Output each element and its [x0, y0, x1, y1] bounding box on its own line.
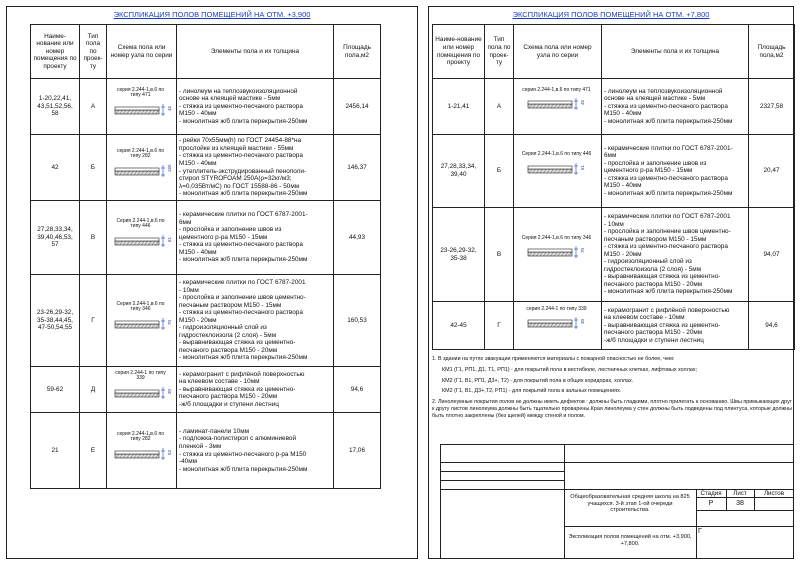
note-km2-a: КМ2 (Г1, В1, РП1, Д3+, Т2) - для покрытий пола в общих коридорах, холлах. — [442, 377, 634, 384]
floor-section-drawing — [520, 236, 593, 274]
header-floor-type: Тип пола по проек-ту — [80, 25, 107, 79]
table-row — [31, 79, 381, 135]
floor-elements — [602, 135, 749, 208]
floor-element-line: - прослойка и заполнение швов цементно- — [604, 228, 731, 236]
floor-element-line: песчаного раствора М150 - 20мм — [179, 393, 278, 401]
table-row — [433, 79, 795, 135]
floor-element-line: основе на клеящей мастике - 5мм — [604, 95, 706, 103]
floor-element-line: М150 - 40мм — [604, 182, 642, 190]
floor-elements — [602, 79, 749, 135]
floor-element-line: песчаного раствора М150 - 20мм — [179, 346, 278, 354]
header-rooms: Наиме-нование или номер помещения по проекту — [31, 25, 80, 79]
floor-type: А — [80, 79, 107, 135]
letter-value: Г — [698, 528, 702, 535]
sheets-label: Листов — [763, 490, 785, 497]
header-rooms: Наиме-нование или номер помещения по проекту — [433, 25, 485, 79]
floor-type: А — [485, 79, 514, 135]
sheet-name: Экспликация полов помещений на отм. +3,900, +7,800. — [568, 534, 692, 547]
floor-element-line: песчаного раствора М150 - 20мм — [604, 329, 703, 337]
floor-section-drawing — [113, 147, 172, 187]
series-reference: Серия 2.244-1,в.6 по типу 346 — [521, 234, 592, 241]
floor-elements — [177, 413, 334, 489]
floor-element-line: - монолитная ж/б плита перекрытия-250мм — [179, 256, 308, 264]
floor-type: Б — [80, 135, 107, 201]
floor-element-line: М150 - 40мм — [604, 110, 642, 118]
floor-element-line: - линолеум на теплозвукоизоляционной — [604, 87, 723, 95]
header-scheme: Схема пола или номер узла по серии — [107, 25, 177, 79]
dimension-value: 61 — [579, 164, 585, 170]
floor-area: 94,6 — [749, 302, 795, 350]
left-table-body — [31, 79, 381, 489]
sheet-label: Лист — [733, 490, 747, 497]
floor-layers-diagram — [113, 383, 175, 403]
table-row — [433, 208, 795, 302]
room-numbers: 59-62 — [31, 367, 80, 413]
title-block-line — [440, 480, 564, 481]
table-row — [31, 275, 381, 367]
floor-section-drawing — [520, 88, 593, 126]
floor-section-drawing — [113, 86, 172, 126]
floor-element-line: - прослойка и заполнение швов цементно- — [179, 294, 306, 302]
floor-element-line: - стяжка из цементно-песчаного раствора — [604, 174, 728, 182]
floor-scheme-cell — [107, 201, 177, 275]
floor-type: Е — [80, 413, 107, 489]
table-row — [433, 302, 795, 350]
floor-element-line: на клеевом составе - 10мм — [604, 314, 685, 322]
floor-layers-diagram — [526, 94, 588, 114]
floor-element-line: -ж/б площадки и ступени лестниц — [179, 400, 279, 408]
floor-type: В — [485, 208, 514, 302]
floor-scheme-cell — [514, 302, 602, 350]
floor-elements — [177, 201, 334, 275]
dimension-value: 30 — [167, 388, 172, 394]
floor-element-line: - керамические плитки по ГОСТ 6787-2001 — [179, 278, 306, 286]
floor-element-line: - стяжка из цементно-песчаного раствора — [179, 309, 303, 317]
floor-element-line: стирол STYROFOAM 250A(ρ=32кг/м3; — [179, 175, 292, 183]
floor-scheme-cell — [514, 79, 602, 135]
floor-section-drawing — [520, 307, 593, 345]
series-reference: серия 2.244-1 по типу 339 — [526, 305, 587, 312]
floor-element-line: - стяжка из цементно-песчаного раствора — [179, 102, 303, 110]
floor-type: Д — [80, 367, 107, 413]
dimension-value: 61 — [167, 236, 172, 242]
header-elements: Элементы пола и их толщина — [177, 25, 334, 79]
finish-layer — [115, 238, 159, 241]
floor-element-line: - стяжка из цементно-песчаного раствора — [604, 243, 728, 251]
floor-element-line: - выравнивающая стяжка из цементно- — [604, 321, 721, 329]
table-row — [31, 135, 381, 201]
right-floor-schedule-table — [432, 24, 795, 350]
floor-element-line: гидростеклоизола (2 слоя) - 5мм — [179, 331, 277, 339]
floor-element-line: - линолеум на теплозвукоизоляционной — [179, 87, 298, 95]
floor-type: Г — [80, 275, 107, 367]
floor-element-line: - выравнивающая стяжка из цементно- — [604, 273, 721, 281]
header-area: Площадь пола,м2 — [334, 25, 381, 79]
dimension-value: 70 — [579, 247, 585, 253]
floor-elements — [177, 275, 334, 367]
floor-elements — [602, 302, 749, 350]
series-reference: Серия 2.244-1,в.6 по типу 446 — [521, 151, 592, 157]
title-block-top-line — [440, 444, 794, 445]
floor-scheme-cell — [514, 208, 602, 302]
floor-element-line: - 10мм — [179, 286, 199, 294]
floor-element-line: цементного р-ра М150 - 15мм — [179, 233, 268, 241]
floor-elements — [177, 135, 334, 201]
floor-element-line: -ж/б площадки и ступени лестниц — [604, 336, 704, 344]
floor-element-line: песчаным раствором М150 - 15мм — [604, 235, 707, 243]
floor-element-line: - прослойка и заполнение швов из — [604, 159, 707, 167]
series-reference: Серия 2.244-1,в.6 по типу 346 — [116, 300, 165, 312]
floor-scheme-cell — [107, 135, 177, 201]
floor-element-line: - выравнивающая стяжка из цементно- — [179, 385, 296, 393]
floor-element-line: - керамогранит с рифлёной поверхностью — [604, 306, 730, 314]
sheet-value: 38 — [736, 500, 744, 507]
finish-layer — [115, 107, 159, 110]
floor-elements — [602, 208, 749, 302]
title-block-line — [440, 462, 794, 463]
floor-element-line: цементного р-ра М150 - 15мм — [604, 167, 693, 175]
floor-element-line: основе на клеящей мастике - 5мм — [179, 95, 281, 103]
room-numbers: 1-20,22,41, 43,51,52,56, 58 — [31, 79, 80, 135]
finish-layer — [115, 321, 159, 324]
room-numbers: 42-45 — [433, 302, 485, 350]
table-row — [31, 201, 381, 275]
floor-element-line: - керамические плитки по ГОСТ 6787-2001- — [179, 211, 308, 219]
note-1: 1. В здании на путях эвакуации применяются материалы с пожарной опасностью не более, чем: — [432, 356, 675, 362]
floor-element-line: 6мм — [604, 152, 617, 160]
finish-layer — [115, 168, 159, 171]
right-table-title: ЭКСПЛИКАЦИЯ ПОЛОВ ПОМЕЩЕНИЙ НА ОТМ. +7,800 — [512, 10, 710, 19]
floor-element-line: - керамогранит с рифлёной поверхностью — [179, 370, 305, 378]
note-km1: КМ1 (Г1, РП1, Д1, Т1, РП1) - для покрытий пола в вестибюле, лестничных клетках, лифтовых холлах; — [442, 366, 698, 373]
floor-element-line: М150 - 40мм — [179, 110, 217, 118]
floor-area: 94,6 — [334, 367, 381, 413]
floor-element-line: песчаным раствором М150 - 15мм — [179, 301, 282, 309]
floor-area: 20,47 — [749, 135, 795, 208]
floor-element-line: - стяжка из цементно-песчаного раствора — [179, 241, 303, 249]
floor-area: 17,06 — [334, 413, 381, 489]
note-2: 2. Линолеумные покрытия полов не должны иметь дефектов : должны быть гладкими, плотно прилегать к основанию. Швы примыкающих друг к другу листов линолеума должны быть тщательно проварены.Края линолеума у стен должны быть подведены под плинтуса, которые должны быть плотно закреплены (без щелей) между стеной и полом. — [432, 399, 792, 419]
floor-element-line: гидростеклоизола (2 слоя) - 5мм — [604, 265, 702, 273]
finish-layer — [528, 101, 572, 104]
right-table-body — [433, 79, 795, 350]
floor-area: 44,93 — [334, 201, 381, 275]
header-elements: Элементы пола и их толщина — [602, 25, 749, 79]
title-block-line — [564, 444, 565, 558]
floor-scheme-cell — [107, 79, 177, 135]
title-block — [432, 440, 794, 558]
floor-layers-diagram — [113, 314, 175, 334]
finish-layer — [115, 451, 159, 454]
note-km2-b: КМ2 (Г1, В1, Д3+,Т2, РП1) - для покрытий пола в зальных помещениях. — [442, 388, 622, 395]
room-numbers: 27,28,33,34, 39,40 — [433, 135, 485, 208]
floor-element-line: - утеплитель-экструдированный пенополи- — [179, 167, 307, 175]
room-numbers: 21 — [31, 413, 80, 489]
title-block-line — [440, 471, 564, 472]
floor-layers-diagram — [526, 159, 588, 179]
stage-label: Стадия — [700, 490, 722, 497]
floor-element-line: 6мм — [179, 218, 192, 226]
table-row — [31, 367, 381, 413]
floor-layers-diagram — [113, 444, 175, 464]
room-numbers: 1-21,41 — [433, 79, 485, 135]
floor-section-drawing — [113, 217, 172, 257]
floor-element-line: -40мм — [179, 458, 198, 466]
stage-value: Р — [708, 500, 714, 507]
floor-element-line: - стяжка из цементно-песчаного раствора — [604, 102, 728, 110]
finish-layer — [528, 166, 572, 169]
header-area: Площадь пола,м2 — [749, 25, 795, 79]
dimension-value: 45 — [579, 99, 585, 105]
floor-element-line: М150 - 20мм — [604, 250, 642, 258]
floor-scheme-cell — [107, 275, 177, 367]
floor-section-drawing — [520, 152, 593, 190]
header-floor-type: Тип пола по проек-ту — [485, 25, 514, 79]
floor-type: Г — [485, 302, 514, 350]
floor-element-line: - монолитная ж/б плита перекрытия-250мм — [179, 190, 308, 198]
series-reference: Серия 2.244-1,в.6 по типу 446 — [116, 217, 165, 229]
floor-section-drawing — [113, 300, 172, 340]
floor-type: В — [80, 201, 107, 275]
series-reference: серия 2.244-1,в.6 по типу 282 — [116, 147, 164, 159]
floor-layers-diagram — [113, 231, 175, 251]
floor-type: Б — [485, 135, 514, 208]
dimension-value: 45 — [167, 105, 172, 111]
floor-element-line: - 10мм — [604, 220, 624, 228]
floor-element-line: λ=0,035Вт/мС) по ГОСТ 15588-86 - 50мм — [179, 182, 300, 190]
floor-layers-diagram — [113, 161, 175, 181]
floor-element-line: - монолитная ж/б плита перекрытия-250мм — [604, 288, 733, 296]
title-block-line — [696, 497, 794, 498]
dimension-value: 30 — [579, 318, 585, 324]
floor-element-line: М150 - 40мм — [179, 248, 217, 256]
floor-element-line: прослойке из клеящей мастики - 55мм — [179, 144, 294, 152]
floor-area: 160,53 — [334, 275, 381, 367]
floor-element-line: - выравнивающая стяжка из цементно- — [179, 339, 296, 347]
floor-elements — [177, 367, 334, 413]
title-block-line — [564, 526, 794, 527]
floor-section-drawing — [113, 430, 172, 470]
floor-element-line: - керамические плитки по ГОСТ 6787-2001 — [604, 212, 731, 220]
room-numbers: 23-26,29-32, 35-38 — [433, 208, 485, 302]
series-reference: серия 2.244-1,в.6 по типу 282 — [116, 430, 164, 442]
project-name: Общеобразовательная средняя школа на 825 учащихся. 3-й этап 1-ой очереди строительства. — [570, 494, 690, 514]
dimension-value: 165 — [167, 163, 172, 172]
series-reference: серия 2.244-1 по типу 339 — [115, 369, 166, 381]
floor-element-line: М150 - 20мм — [179, 316, 217, 324]
floor-element-line: на клеевом составе - 10мм — [179, 378, 260, 386]
floor-element-line: - подложка-полистирол с алюминиевой — [179, 435, 297, 443]
finish-layer — [528, 249, 572, 252]
floor-section-drawing — [113, 369, 172, 409]
floor-element-line: - монолитная ж/б плита перекрытия-250мм — [179, 117, 308, 125]
floor-scheme-cell — [107, 413, 177, 489]
floor-element-line: - прослойка и заполнение швов из — [179, 226, 282, 234]
left-floor-schedule-table — [30, 24, 381, 489]
series-reference: серия 2.244-1,в.6 по типу 471 — [116, 86, 164, 98]
dimension-value: 70 — [167, 319, 172, 325]
floor-element-line: М150 - 40мм — [179, 159, 217, 167]
header-scheme: Схема пола или номер узла по серии — [514, 25, 602, 79]
general-notes — [432, 356, 794, 423]
floor-element-line: - керамические плитки по ГОСТ 6787-2001- — [604, 144, 733, 152]
table-row — [433, 135, 795, 208]
floor-element-line: - рейки 70х55мм(h) по ГОСТ 24454-88*на — [179, 137, 302, 145]
series-reference: серия 2.244-1,в.6 по типу 471 — [522, 86, 591, 93]
floor-element-line: - гидроизоляционный слой из — [604, 258, 692, 266]
floor-element-line: - гидроизоляционный слой из — [179, 324, 267, 332]
floor-element-line: песчаного раствора М150 - 20мм — [604, 280, 703, 288]
floor-layers-diagram — [526, 313, 588, 333]
left-table-title: ЭКСПЛИКАЦИЯ ПОЛОВ ПОМЕЩЕНИЙ НА ОТМ. +3,900 — [113, 10, 311, 19]
dimension-value: 53 — [167, 449, 172, 455]
floor-area: 94,07 — [749, 208, 795, 302]
floor-element-line: - стяжка из цементно-песчаного раствора — [179, 152, 303, 160]
floor-element-line: - монолитная ж/б плита перекрытия-250мм — [604, 189, 733, 197]
floor-area: 146,37 — [334, 135, 381, 201]
floor-element-line: - стяжка из цементно-песчаного р-ра М150 — [179, 450, 307, 458]
floor-area: 2327,58 — [749, 79, 795, 135]
table-row — [31, 413, 381, 489]
title-block-line — [696, 510, 794, 511]
floor-area: 2456,14 — [334, 79, 381, 135]
floor-elements — [177, 79, 334, 135]
floor-element-line: - ламинат-панели 10мм — [179, 427, 250, 435]
finish-layer — [115, 390, 159, 393]
floor-scheme-cell — [107, 367, 177, 413]
floor-layers-diagram — [526, 242, 588, 262]
room-numbers: 27,28,33,34, 39,40,46,53, 57 — [31, 201, 80, 275]
floor-element-line: - монолитная ж/б плита перекрытия-250мм — [604, 117, 733, 125]
room-numbers: 23-26,29-32, 35-38,44,45, 47-50,54,55 — [31, 275, 80, 367]
floor-layers-diagram — [113, 100, 175, 120]
floor-element-line: - монолитная ж/б плита перекрытия-250мм — [179, 465, 308, 473]
floor-scheme-cell — [514, 135, 602, 208]
floor-element-line: - монолитная ж/б плита перекрытия-250мм — [179, 354, 308, 362]
room-numbers: 42 — [31, 135, 80, 201]
finish-layer — [528, 320, 572, 323]
floor-element-line: пленкой - 3мм — [179, 442, 222, 450]
